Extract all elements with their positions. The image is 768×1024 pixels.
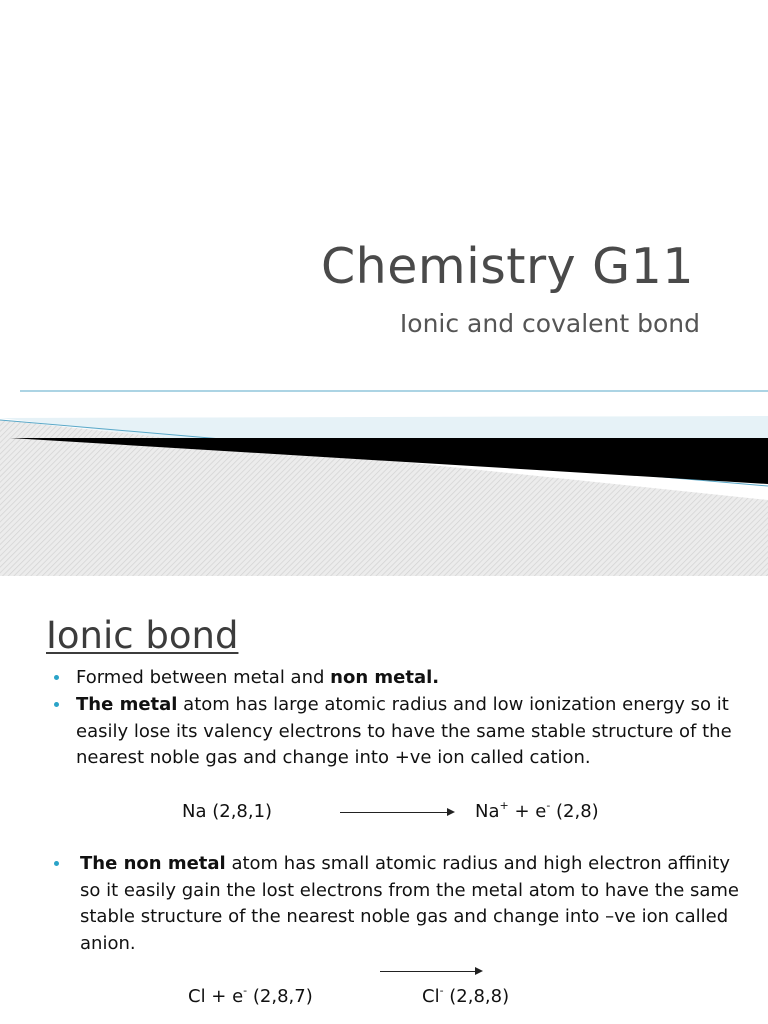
bullet-bold-text: The metal	[76, 694, 178, 715]
equation-sup: -	[546, 799, 551, 812]
bullet-bold-text: The non metal	[80, 853, 226, 874]
reaction-arrow	[380, 967, 483, 977]
equation-right	[475, 801, 599, 822]
ionic-bond-slide	[0, 576, 768, 1024]
equation-left: Na (2,8,1)	[182, 801, 273, 822]
equation-left	[188, 986, 313, 1007]
slide-heading: Ionic bond	[46, 614, 239, 657]
reaction-arrow	[340, 808, 455, 818]
equation-config: (2,8,7)	[247, 986, 313, 1007]
equation-config: (2,8,8)	[443, 986, 510, 1007]
bullet-item	[76, 665, 748, 692]
bullet-dot	[54, 861, 62, 869]
bullet-text: atom has small atomic radius and high electron affinity so it easily gain the lost electrons from the metal atom to have the same stable structure of the nearest noble gas and change into –ve ion called anion.	[80, 853, 740, 954]
decorative-bands	[0, 380, 768, 576]
equation-sup: -	[439, 984, 444, 997]
bullet-text: Formed between metal and	[76, 667, 331, 688]
equation-na: Na	[475, 801, 500, 822]
bullet-dot	[54, 702, 62, 710]
equation-cl: Cl	[422, 986, 440, 1007]
bullet-item	[80, 851, 748, 957]
equation-config: (2,8)	[550, 801, 599, 822]
bullet-text: atom has large atomic radius and low ionization energy so it easily lose its valency electrons to have the same stable structure of the nearest noble gas and change into +ve ion called cation.	[76, 694, 732, 768]
slide-title: Chemistry G11	[320, 238, 694, 295]
bullet-bold-text: non metal.	[330, 667, 440, 688]
equation-right	[422, 986, 509, 1007]
bullet-dot	[54, 675, 62, 683]
slide-subtitle: Ionic and covalent bond	[399, 309, 700, 338]
equation-sup: -	[243, 984, 248, 997]
bullet-item	[76, 692, 748, 772]
equation-plus: + e	[508, 801, 547, 822]
equation-cl: Cl + e	[188, 986, 244, 1007]
equation-sup: +	[499, 799, 509, 812]
